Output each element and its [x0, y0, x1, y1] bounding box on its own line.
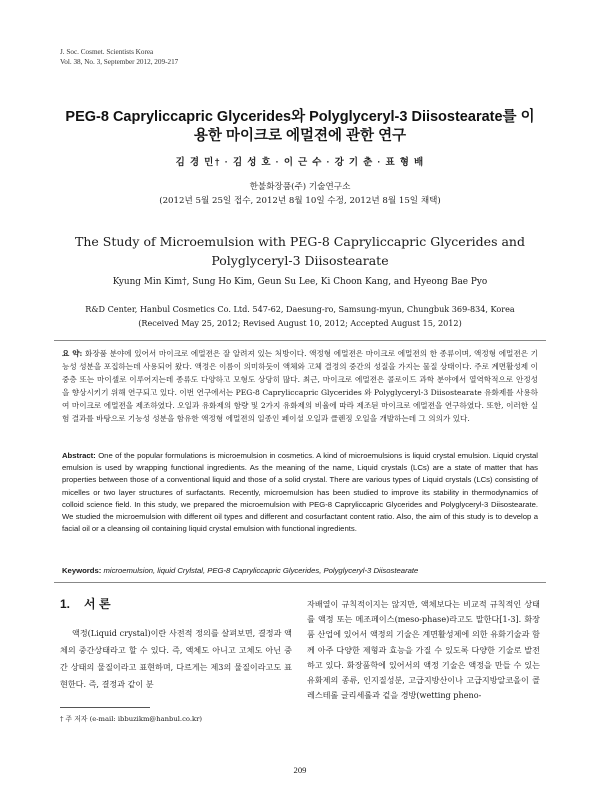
abstract-korean-label: 요 약:	[62, 349, 83, 358]
keywords-text: microemulsion, liquid Crylstal, PEG-8 Caprylic​capric Glycerides, Polyglyceryl-3 Diisostearate	[103, 566, 419, 575]
abstract-english	[62, 450, 538, 535]
dates-korean: (2012년 5월 25일 접수, 2012년 8월 10일 수정, 2012년 8월 15일 채택)	[159, 196, 441, 206]
authors-korean: 김 경 민† · 김 성 호 · 이 근 수 · 강 기 춘 · 표 형 배	[175, 157, 425, 168]
dates-english: (Received May 25, 2012; Revised August 10, 2012; Accepted August 15, 2012)	[138, 318, 462, 328]
paper-title-english: The Study of Microemulsion with PEG-8 Caprylic​capric Glycerides and Polyglyceryl-3 Diisostearate	[75, 234, 525, 268]
abstract-top-rule	[54, 340, 546, 341]
page-number: 209	[293, 765, 307, 775]
paper-title-korean: PEG-8 Caprylic​capric Glycerides와 Polyglyceryl-3 Diisostearate를 이용한 마이크로 에멀젼에 관한 연구	[65, 109, 535, 144]
journal-volume: Vol. 38, No. 3, September 2012, 209-217	[60, 58, 179, 66]
journal-name: J. Soc. Cosmet. Scientists Korea	[60, 48, 154, 56]
section-number: 1.	[60, 597, 71, 611]
footnote: † 주 저자 (e-mail: ibbuzikm@hanbul.co.kr)	[60, 715, 203, 723]
body-column-right: 자배열이 규칙적이지는 않지만, 액체보다는 비교적 규칙적인 상태를 액정 또는 메조페이스(meso-phase)라고도 말한다[1-3]. 화장품 산업에 있어서 액정의 기술은 계면활성제에 의한 유화기술과 함께 아주 다양한 제형과 효능을 가질 수 있도록 다양한 기술로 발전하고 있다. 화장품학에 있어서의 액정 기술은 액정을 만들 수 있는 유화제의 종류, 인지질성분, 고급지방산이나 고급지방알코올이 콜레스테롤 글리세롤과 겉을 경방(wetting pheno-	[307, 599, 540, 701]
affiliation-english-block	[60, 302, 540, 330]
body-column-left: 액정(Liquid crystal)이란 사전적 정의를 살펴보면, 결정과 액체의 중간상태라고 할 수 있다. 즉, 액체도 아니고 고체도 아닌 중간 상태의 물질이라고 표현하며, 다르게는 제3의 물질이라고도 표현한다. 즉, 결정과 같이 분	[60, 628, 292, 689]
abstract-bottom-rule	[54, 582, 546, 583]
affiliation-english: R&D Center, Hanbul Cosmetics Co. Ltd. 547-62, Daesung-ro, Samsung-myun, Chungbuk 369-834, Korea	[85, 304, 515, 314]
abstract-korean-text: 화장품 분야에 있어서 마이크로 에멀젼은 잘 알려져 있는 처방이다. 액정형 에멀젼은 마이크로 에멀젼의 한 종류이며, 액정형 에멀젼은 기능성 성분을 포집하는데 사용되어 왔다. 액정은 이름이 의미하듯이 액체와 고체 결정의 중간의 성질을 가지는 물질 상태이다. 주로 계면활성제 이중층 또는 마이셀로 이루어지는데 종류도 다양하고 모형도 상당히 많다. 최근, 마이크로 에멀젼은 콜로이드 과학 분야에서 열역학적으로 안정성을 향상시키기 위해 연구되고 있다. 이번 연구에서는 PEG-8 Caprylic​capric Glycerides 와 Polyglyceryl-3 Diisostearate 유화제를 사용하여 마이크로 에멀젼을 제조하였다. 오일과 유화제의 함량 및 2가지 유화제의 비율에 따라 제조된 마이크로 에멀젼을 연구하였다. 또한, 이러한 실험 결과를 바탕으로 기능성 성분을 함유한 액정형 에멀젼의 일종인 페이셜 오일과 클렌징 오일을 개발하는데 그 의의가 있다.	[62, 349, 539, 423]
section-heading	[60, 595, 111, 612]
authors-english: Kyung Min Kim†, Sung Ho Kim, Geun Su Lee, Ki Choon Kang, and Hyeong Bae Pyo	[112, 277, 488, 287]
abstract-korean	[62, 347, 538, 425]
affiliation-korean: 한불화장품(주) 기술연구소	[249, 182, 351, 192]
section-title: 서 론	[84, 597, 111, 611]
abstract-english-label: Abstract:	[62, 451, 96, 460]
footnote-rule	[60, 707, 150, 708]
journal-header	[60, 47, 178, 67]
abstract-english-text: One of the popular formulations is microemulsion in cosmetics. A kind of microemulsions is liquid crystal emulsion. Liquid crystal emulsion is used by wrapping functional ingredients. As the meaning of the name, Liquid crystals (LCs) are a state of matter that has properties between those of a conventional liquid and those of a solid crystal. There are various types of Liquid crystals (LCs) consisting of micelles or two layer structures of surfactants. Recently, microemulsion has been studied to improve its stability in thermodynamics of colloid science field. In this study, we prepared the microemulsion with PEG-8 Caprylic​capric Glycerides and Polyglyceryl-3 Diisostearate. We studied the microemulsion with different oil types and different and cosurfactant content ratio. Also, the aim of this study is to develop a facial oil or a cleansing oil containing liquid crystal emulsion with functional ingredients.	[62, 451, 538, 534]
keywords-line	[62, 566, 538, 575]
keywords-label: Keywords:	[62, 566, 102, 575]
affiliation-korean-block	[60, 180, 540, 208]
